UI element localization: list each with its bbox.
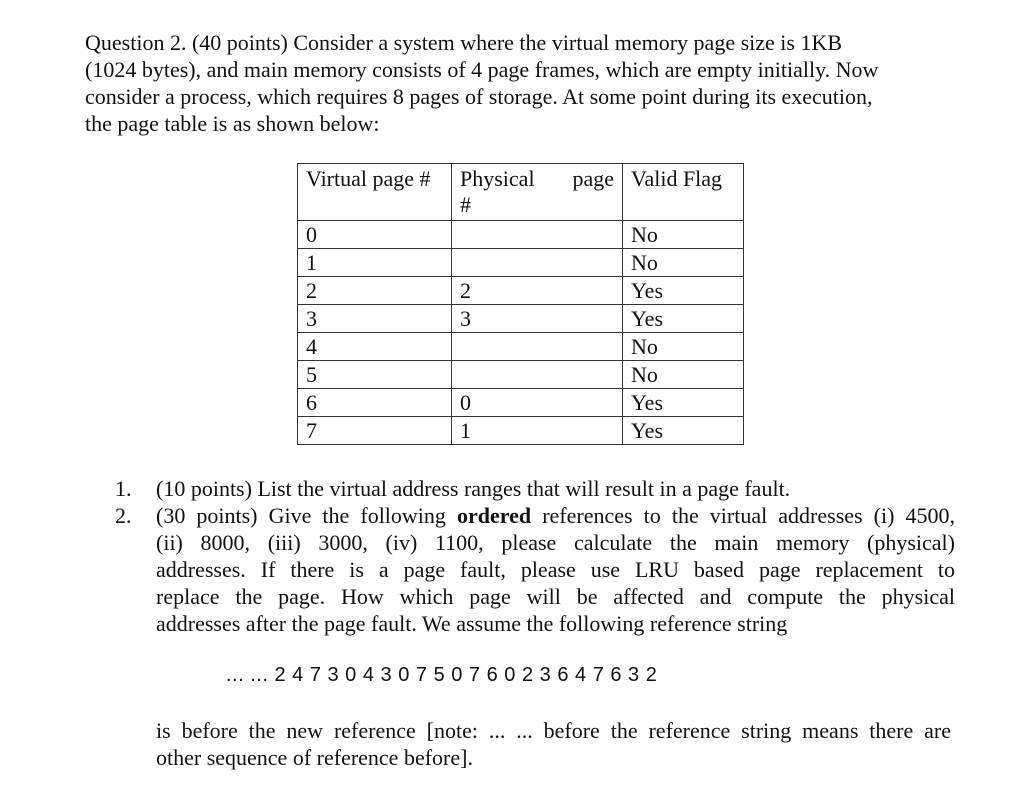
table-row bbox=[298, 221, 744, 249]
task-number: 1. bbox=[115, 476, 132, 501]
table-row bbox=[298, 305, 744, 333]
virtual-page-cell: 5 bbox=[298, 361, 452, 389]
task-text-line bbox=[156, 502, 955, 529]
valid-flag-cell: No bbox=[623, 249, 744, 277]
valid-flag-cell: No bbox=[623, 361, 744, 389]
physical-page-cell: 3 bbox=[452, 305, 623, 333]
page-table-header-row bbox=[298, 164, 744, 221]
physical-page-cell: 0 bbox=[452, 389, 623, 417]
physical-page-cell bbox=[452, 249, 623, 277]
physical-page-cell bbox=[452, 221, 623, 249]
question-line: Question 2. (40 points) Consider a system where the virtual memory page size is 1KB bbox=[85, 30, 843, 55]
virtual-page-cell: 2 bbox=[298, 277, 452, 305]
task-text-line: addresses. If there is a page fault, please use LRU based page replacement to bbox=[156, 557, 955, 582]
header-page-word: page bbox=[572, 166, 614, 191]
valid-flag-cell: Yes bbox=[623, 305, 744, 333]
table-row bbox=[298, 333, 744, 361]
task-item-2 bbox=[115, 502, 955, 637]
table-row bbox=[298, 361, 744, 389]
emphasis-ordered: ordered bbox=[457, 503, 532, 528]
question-line: (1024 bytes), and main memory consists of 4 page frames, which are empty initially. Now bbox=[85, 57, 879, 82]
table-row bbox=[298, 417, 744, 445]
valid-flag-cell: Yes bbox=[623, 277, 744, 305]
page-table bbox=[297, 163, 744, 445]
table-row bbox=[298, 389, 744, 417]
task-text-line: addresses after the page fault. We assume the following reference string bbox=[156, 611, 788, 636]
physical-page-cell: 2 bbox=[452, 277, 623, 305]
question-line: the page table is as shown below: bbox=[85, 111, 380, 136]
reference-string: ... ... 2 4 7 3 0 4 3 0 7 5 0 7 6 0 2 3 6 4 7 6 3 2 bbox=[226, 664, 658, 686]
header-valid-flag: Valid Flag bbox=[623, 164, 744, 221]
header-hash: # bbox=[460, 192, 471, 217]
task-text: references to the virtual addresses (i) 4500, bbox=[531, 503, 955, 528]
valid-flag-cell: Yes bbox=[623, 417, 744, 445]
table-row bbox=[298, 249, 744, 277]
virtual-page-cell: 0 bbox=[298, 221, 452, 249]
task-text: (30 points) Give the following bbox=[156, 503, 457, 528]
valid-flag-cell: No bbox=[623, 333, 744, 361]
virtual-page-cell: 7 bbox=[298, 417, 452, 445]
header-physical-page bbox=[452, 164, 623, 221]
physical-page-cell bbox=[452, 361, 623, 389]
note-line: other sequence of reference before]. bbox=[156, 745, 473, 770]
task-number: 2. bbox=[115, 503, 132, 528]
header-virtual-page: Virtual page # bbox=[298, 164, 452, 221]
physical-page-cell bbox=[452, 333, 623, 361]
question-line: consider a process, which requires 8 pages of storage. At some point during its execution, bbox=[85, 84, 873, 109]
virtual-page-cell: 3 bbox=[298, 305, 452, 333]
task-list bbox=[115, 475, 955, 637]
question-paragraph bbox=[85, 29, 945, 137]
task-text-line: replace the page. How which page will be affected and compute the physical bbox=[156, 584, 955, 609]
valid-flag-cell: No bbox=[623, 221, 744, 249]
task-text-line: (ii) 8000, (iii) 3000, (iv) 1100, please calculate the main memory (physical) bbox=[156, 530, 955, 555]
virtual-page-cell: 6 bbox=[298, 389, 452, 417]
virtual-page-cell: 1 bbox=[298, 249, 452, 277]
header-physical-word: Physical bbox=[460, 166, 535, 191]
task-text: (10 points) List the virtual address ranges that will result in a page fault. bbox=[156, 476, 791, 501]
physical-page-cell: 1 bbox=[452, 417, 623, 445]
valid-flag-cell: Yes bbox=[623, 389, 744, 417]
task-item-1 bbox=[115, 475, 955, 502]
virtual-page-cell: 4 bbox=[298, 333, 452, 361]
note-line: is before the new reference [note: ... ... before the reference string means there are bbox=[156, 718, 951, 743]
note-paragraph bbox=[156, 717, 951, 771]
table-row bbox=[298, 277, 744, 305]
